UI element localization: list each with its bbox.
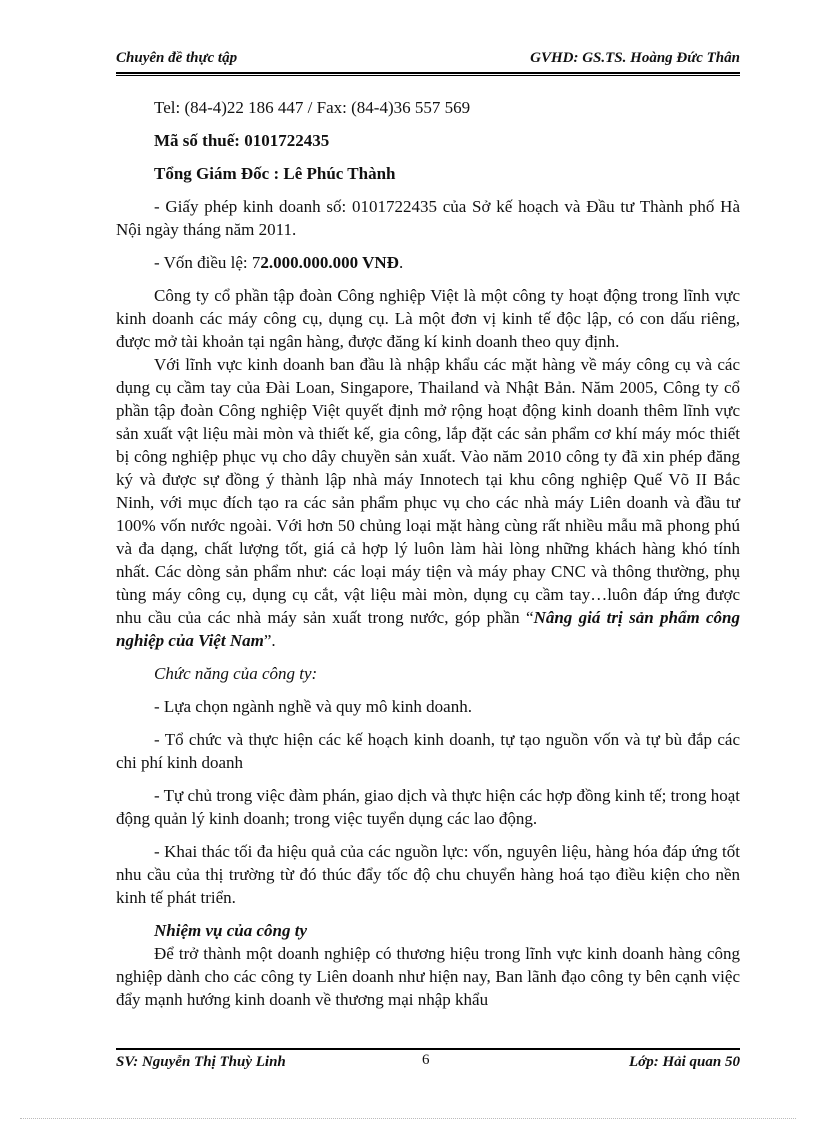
header-rule xyxy=(116,72,740,74)
phone-fax: Tel: (84-4)22 186 447 / Fax: (84-4)36 557 569 xyxy=(154,98,471,117)
page-header xyxy=(116,46,740,72)
intro-paragraph: Công ty cổ phần tập đoàn Công nghiệp Việt là một công ty hoạt động trong lĩnh vực kinh doanh các máy công cụ, dụng cụ. Là một đơn vị kinh tế độc lập, có con dấu riêng, được mở tài khoản tại ngân hàng, được đăng kí kinh doanh theo quy định. xyxy=(116,286,740,351)
duties-paragraph: Để trở thành một doanh nghiệp có thương hiệu trong lĩnh vực kinh doanh hàng công nghiệp dành cho các công ty Liên doanh như hiện nay, Ban lãnh đạo công ty bên cạnh việc đẩy mạnh hướng kinh doanh về thương mại nhập khẩu xyxy=(116,944,740,1009)
functions-title: Chức năng của công ty: xyxy=(154,664,318,683)
function-item: - Tổ chức và thực hiện các kế hoạch kinh doanh, tự tạo nguồn vốn và tự bù đắp các chi phí kinh doanh xyxy=(116,730,740,772)
capital-value: 2.000.000.000 VNĐ xyxy=(260,253,399,272)
director: Tổng Giám Đốc : Lê Phúc Thành xyxy=(154,164,396,183)
history-paragraph xyxy=(116,353,740,652)
function-item: - Tự chủ trong việc đàm phán, giao dịch và thực hiện các hợp đồng kinh tế; trong hoạt động quản lý kinh doanh; trong việc tuyển dụng các lao động. xyxy=(116,786,740,828)
function-item: - Khai thác tối đa hiệu quả của các nguồn lực: vốn, nguyên liệu, hàng hóa đáp ứng tốt nhu cầu của thị trường từ đó thúc đẩy tốc độ chu chuyển hàng hoá tạo điều kiện cho nền kinh tế phát triển. xyxy=(116,842,740,907)
header-rule-thin xyxy=(116,75,740,76)
header-advisor: GVHD: GS.TS. Hoàng Đức Thân xyxy=(530,50,740,66)
history-text: Với lĩnh vực kinh doanh ban đầu là nhập khẩu các mặt hàng về máy công cụ và các dụng cụ cầm tay của Đài Loan, Singapore, Thailand và Nhật Bản. Năm 2005, Công ty cổ phần tập đoàn Công nghiệp Việt quyết định mở rộng hoạt động kinh doanh thêm lĩnh vực sản xuất vật liệu mài mòn và thiết kế, gia công, lắp đặt các sản phẩm cơ khí máy móc thiết bị công nghiệp phục vụ cho dây chuyền sản xuất. Vào năm 2010 công ty đã xin phép đăng ký và được sự đồng ý thành lập nhà máy Innotech tại khu công nghiệp Quế Võ II Bắc Ninh, với mục đích tạo ra các sản phẩm phục vụ cho các nhà máy Liên doanh và đầu tư 100% vốn nước ngoài. Với hơn 50 chủng loại mặt hàng cùng rất nhiều mẫu mã phong phú và đa dạng, chất lượng tốt, giá cả hợp lý luôn làm hài lòng những khách hàng khó tính nhất. Các dòng sản phẩm như: các loại máy tiện và máy phay CNC và thông thường, phụ tùng máy công cụ, dụng cụ cắt, vật liệu mài mòn, dụng cụ cầm tay…luôn đáp ứng được nhu cầu của các nhà máy sản xuất trong nước, góp phần “ xyxy=(116,355,740,627)
page-edge-dots xyxy=(20,1118,796,1119)
slogan: Nâng giá trị sản phẩm công nghiệp của Việt Nam xyxy=(116,608,741,650)
footer-rule xyxy=(116,1048,740,1050)
page-body xyxy=(116,96,740,1011)
tax-code: Mã số thuế: 0101722435 xyxy=(154,131,330,150)
page-footer xyxy=(116,1052,740,1074)
function-item: - Lựa chọn ngành nghề và quy mô kinh doanh. xyxy=(154,697,472,716)
duties-title: Nhiệm vụ của công ty xyxy=(154,921,307,940)
page-number: 6 xyxy=(422,1052,430,1068)
header-topic: Chuyên đề thực tập xyxy=(116,50,238,66)
history-end: ”. xyxy=(263,631,276,650)
charter-capital xyxy=(116,251,740,274)
footer-class: Lớp: Hải quan 50 xyxy=(629,1054,740,1070)
capital-prefix: - Vốn điều lệ: 7 xyxy=(154,253,261,272)
footer-student: SV: Nguyễn Thị Thuỳ Linh xyxy=(116,1054,286,1070)
capital-suffix: . xyxy=(398,253,404,272)
business-license: - Giấy phép kinh doanh số: 0101722435 của Sở kế hoạch và Đầu tư Thành phố Hà Nội ngày tháng năm 2011. xyxy=(116,197,740,239)
